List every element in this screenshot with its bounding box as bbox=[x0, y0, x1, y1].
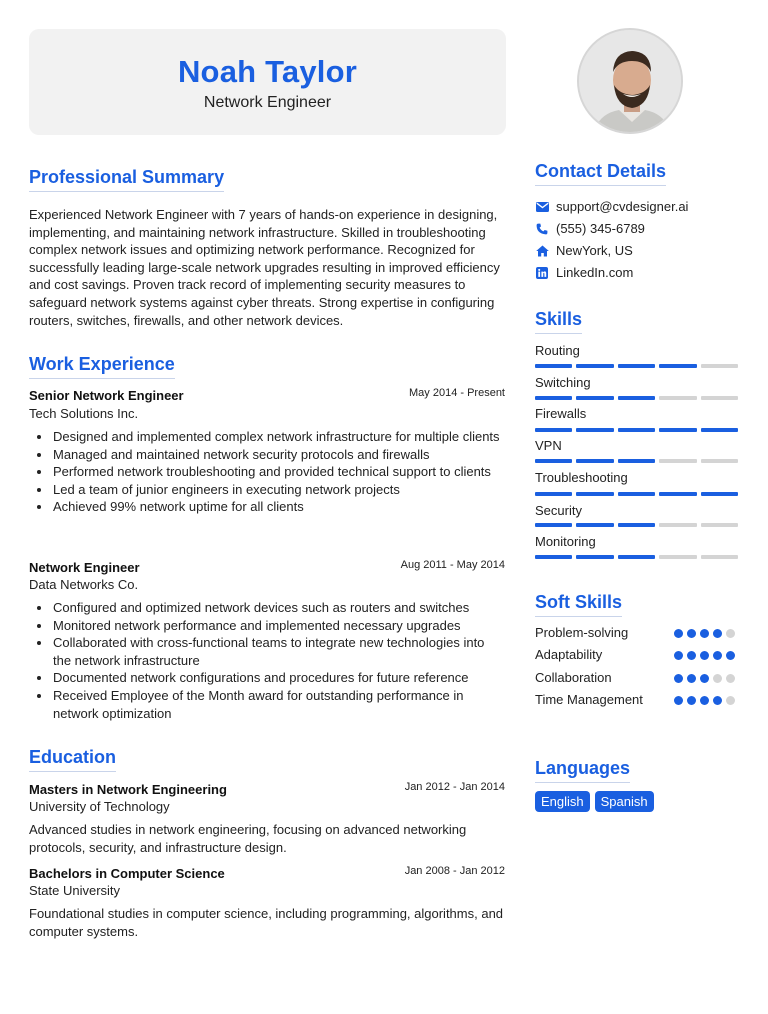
skill-bar-segment-filled bbox=[659, 492, 696, 496]
skill-bar-segment-empty bbox=[701, 523, 738, 527]
job-dates: May 2014 - Present bbox=[409, 387, 505, 399]
job-bullet: Designed and implemented complex network infrastructure for multiple clients bbox=[29, 428, 506, 446]
candidate-role: Network Engineer bbox=[203, 94, 332, 111]
job-bullet: Led a team of junior engineers in executing network projects bbox=[29, 481, 506, 499]
contact-email[interactable] bbox=[535, 199, 688, 214]
skill-level-bar bbox=[535, 396, 738, 400]
skill-bar-segment-filled bbox=[618, 428, 655, 432]
candidate-name: Noah Taylor bbox=[177, 54, 358, 89]
soft-skill-rating bbox=[674, 629, 735, 638]
skill-bar-segment-filled bbox=[618, 396, 655, 400]
degree-title: Masters in Network Engineering bbox=[29, 782, 227, 797]
skill-level-bar bbox=[535, 364, 738, 368]
skill-bar-segment-filled bbox=[618, 364, 655, 368]
email-text: support@cvdesigner.ai bbox=[556, 199, 689, 214]
skill-bar-segment-filled bbox=[618, 492, 655, 496]
phone-text: (555) 345-6789 bbox=[556, 221, 645, 236]
skill-bar-segment-empty bbox=[701, 396, 738, 400]
rating-dot-filled bbox=[700, 651, 709, 660]
skill-bar-segment-empty bbox=[659, 523, 696, 527]
languages-heading: Languages bbox=[535, 758, 630, 783]
education-description: Advanced studies in network engineering, focusing on advanced networking protocols, security, and infrastructure design. bbox=[29, 822, 467, 855]
skill-level-bar bbox=[535, 523, 738, 527]
skill-bar-segment-filled bbox=[618, 555, 655, 559]
skill-bar-segment-empty bbox=[659, 396, 696, 400]
job-bullet: Received Employee of the Month award for outstanding performance in network optimization bbox=[29, 687, 506, 722]
summary-heading: Professional Summary bbox=[29, 167, 224, 192]
skill-level-bar bbox=[535, 492, 738, 496]
soft-skill-rating bbox=[674, 674, 735, 683]
rating-dot-filled bbox=[687, 629, 696, 638]
skill-level-bar bbox=[535, 428, 738, 432]
degree-title: Bachelors in Computer Science bbox=[29, 866, 225, 881]
skill-bar-segment-empty bbox=[659, 555, 696, 559]
rating-dot-empty bbox=[726, 674, 735, 683]
job-bullet: Configured and optimized network devices such as routers and switches bbox=[29, 599, 506, 617]
skill-bar-segment-filled bbox=[576, 428, 613, 432]
soft-skill-label: Collaboration bbox=[535, 670, 612, 685]
contact-heading: Contact Details bbox=[535, 161, 666, 186]
phone-icon bbox=[535, 222, 549, 236]
skill-label: Security bbox=[535, 503, 582, 518]
rating-dot-filled bbox=[687, 674, 696, 683]
skill-bar-segment-empty bbox=[701, 555, 738, 559]
skill-label: Troubleshooting bbox=[535, 470, 628, 485]
rating-dot-filled bbox=[674, 651, 683, 660]
job-bullet: Managed and maintained network security protocols and firewalls bbox=[29, 446, 506, 464]
job-bullet: Collaborated with cross-functional teams to integrate new technologies into the network infrastructure bbox=[29, 634, 506, 669]
job-bullet: Documented network configurations and procedures for future reference bbox=[29, 669, 506, 687]
skill-label: Monitoring bbox=[535, 534, 596, 549]
summary-text: Experienced Network Engineer with 7 years of hands-on experience in designing, implementing, and maintaining network infrastructure. Skilled in troubleshooting complex network issues and optimizing network performance. Recognized for successfully leading large-scale network upgrades resulting in improved efficiency and cost savings. Proven track record of implementing security measures to safeguard network systems against cyber threats. Strong expertise in configuring routers, switches, firewalls, and other network devices. bbox=[29, 207, 500, 328]
skill-label: Routing bbox=[535, 343, 580, 358]
skill-bar-segment-filled bbox=[701, 428, 738, 432]
skill-bar-segment-filled bbox=[535, 523, 572, 527]
skill-bar-segment-empty bbox=[701, 364, 738, 368]
rating-dot-empty bbox=[726, 696, 735, 705]
rating-dot-empty bbox=[713, 674, 722, 683]
contact-linkedin[interactable] bbox=[535, 265, 633, 280]
skill-bar-segment-filled bbox=[576, 364, 613, 368]
job-company: Data Networks Co. bbox=[29, 577, 139, 592]
skill-bar-segment-filled bbox=[535, 492, 572, 496]
job-title: Network Engineer bbox=[29, 560, 140, 575]
soft-skill-label: Adaptability bbox=[535, 647, 603, 662]
skill-label: VPN bbox=[535, 438, 562, 453]
job-bullet: Monitored network performance and implemented necessary upgrades bbox=[29, 617, 506, 635]
contact-location bbox=[535, 243, 633, 258]
skill-bar-segment-filled bbox=[535, 555, 572, 559]
education-dates: Jan 2012 - Jan 2014 bbox=[404, 781, 505, 793]
job-bullet: Achieved 99% network uptime for all clients bbox=[29, 498, 506, 516]
contact-phone[interactable] bbox=[535, 221, 645, 236]
education-heading: Education bbox=[29, 747, 116, 772]
rating-dot-filled bbox=[713, 651, 722, 660]
skill-bar-segment-filled bbox=[659, 428, 696, 432]
education-dates: Jan 2008 - Jan 2012 bbox=[404, 865, 505, 877]
skill-label: Switching bbox=[535, 375, 591, 390]
skill-label: Firewalls bbox=[535, 406, 587, 421]
job-bullets bbox=[29, 428, 506, 516]
skill-bar-segment-filled bbox=[576, 459, 613, 463]
language-tag: Spanish bbox=[595, 791, 654, 812]
soft-skill-rating bbox=[674, 696, 735, 705]
skill-level-bar bbox=[535, 459, 738, 463]
school-name: University of Technology bbox=[29, 799, 170, 814]
profile-photo-illustration bbox=[579, 30, 683, 134]
soft-skill-label: Problem-solving bbox=[535, 625, 629, 640]
job-title: Senior Network Engineer bbox=[29, 388, 184, 403]
profile-photo bbox=[577, 28, 683, 134]
job-bullets bbox=[29, 599, 506, 722]
work-heading: Work Experience bbox=[29, 354, 175, 379]
rating-dot-filled bbox=[700, 674, 709, 683]
skill-level-bar bbox=[535, 555, 738, 559]
rating-dot-empty bbox=[726, 629, 735, 638]
location-text: NewYork, US bbox=[556, 243, 633, 258]
rating-dot-filled bbox=[713, 696, 722, 705]
skill-bar-segment-filled bbox=[535, 428, 572, 432]
linkedin-text: LinkedIn.com bbox=[556, 265, 634, 280]
job-bullet: Performed network troubleshooting and provided technical support to clients bbox=[29, 463, 506, 481]
skill-bar-segment-filled bbox=[576, 523, 613, 527]
education-description: Foundational studies in computer science, including programming, algorithms, and computer systems. bbox=[29, 906, 504, 939]
skill-bar-segment-filled bbox=[659, 364, 696, 368]
skill-bar-segment-empty bbox=[659, 459, 696, 463]
rating-dot-filled bbox=[726, 651, 735, 660]
skill-bar-segment-filled bbox=[576, 396, 613, 400]
skill-bar-segment-filled bbox=[576, 555, 613, 559]
rating-dot-filled bbox=[713, 629, 722, 638]
home-icon bbox=[535, 244, 549, 258]
skill-bar-segment-empty bbox=[701, 459, 738, 463]
rating-dot-filled bbox=[687, 651, 696, 660]
rating-dot-filled bbox=[674, 674, 683, 683]
rating-dot-filled bbox=[700, 696, 709, 705]
language-tags bbox=[535, 791, 654, 812]
rating-dot-filled bbox=[674, 629, 683, 638]
skill-bar-segment-filled bbox=[701, 492, 738, 496]
rating-dot-filled bbox=[687, 696, 696, 705]
skills-heading: Skills bbox=[535, 309, 582, 334]
skill-bar-segment-filled bbox=[535, 396, 572, 400]
soft-skill-label: Time Management bbox=[535, 692, 643, 707]
rating-dot-filled bbox=[674, 696, 683, 705]
job-dates: Aug 2011 - May 2014 bbox=[400, 559, 505, 571]
rating-dot-filled bbox=[700, 629, 709, 638]
soft-skill-rating bbox=[674, 651, 735, 660]
envelope-icon bbox=[535, 200, 549, 214]
skill-bar-segment-filled bbox=[535, 364, 572, 368]
skill-bar-segment-filled bbox=[618, 523, 655, 527]
skill-bar-segment-filled bbox=[535, 459, 572, 463]
linkedin-icon bbox=[535, 266, 549, 280]
skill-bar-segment-filled bbox=[576, 492, 613, 496]
school-name: State University bbox=[29, 883, 121, 898]
language-tag: English bbox=[535, 791, 590, 812]
job-company: Tech Solutions Inc. bbox=[29, 406, 139, 421]
soft-skills-heading: Soft Skills bbox=[535, 592, 622, 617]
skill-bar-segment-filled bbox=[618, 459, 655, 463]
header-card bbox=[29, 29, 506, 135]
